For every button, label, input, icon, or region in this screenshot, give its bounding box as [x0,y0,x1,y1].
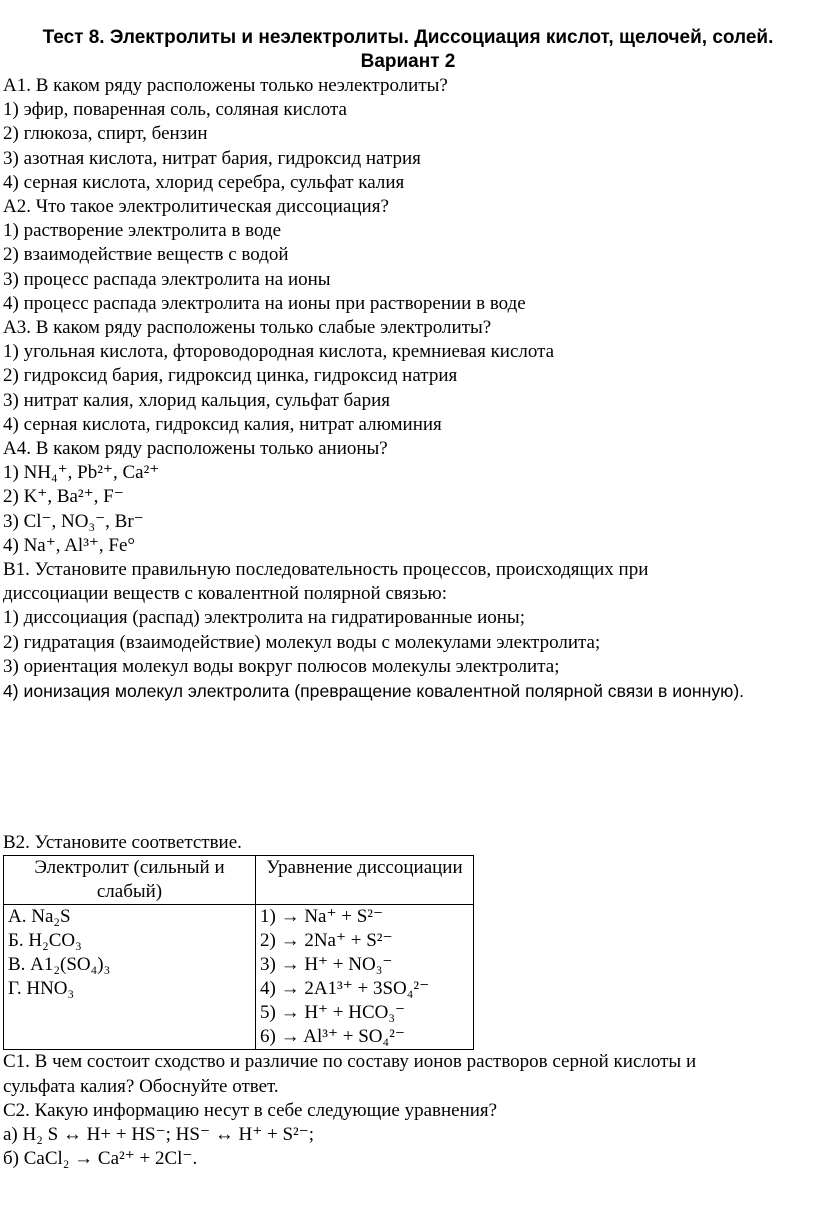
electrolyte-list [4,905,256,1050]
option-a1-3: 3) азотная кислота, нитрат бария, гидроксид натрия [3,147,421,169]
table-row [4,905,474,1050]
option-a2-3: 3) процесс распада электролита на ионы [3,268,331,290]
option-a4-3: 3) Cl⁻, NO₃⁻, Br⁻ [3,510,144,532]
questions-section [0,74,816,703]
question-a3: А3. В каком ряду расположены только слабые электролиты? [3,317,492,339]
option-a2-2: 2) взаимодействие веществ с водой [3,244,289,266]
option-a3-4: 4) серная кислота, гидроксид калия, нитрат алюминия [3,413,442,435]
title-line-2: Вариант 2 [360,51,456,72]
option-a3-1: 1) угольная кислота, фтороводородная кислота, кремниевая кислота [3,341,555,363]
equation-c2-b: б) CaCl₂ → Ca²⁺ + 2Cl⁻. [3,1148,198,1170]
question-b1-line-1: В1. Установите правильную последовательность процессов, происходящих при [3,559,649,581]
electrolyte-a: А. Na₂S [8,906,71,928]
electrolyte-v: В. A1₂(SO₄)₃ [8,954,111,976]
electrolyte-b: Б. H₂CO₃ [8,930,82,952]
column-header-electrolyte: Электролит (сильный и слабый) [4,856,256,905]
question-c2: С2. Какую информацию несут в себе следующие уравнения? [3,1099,498,1121]
equation-6: 6) → Al³⁺ + SO₄²⁻ [260,1026,405,1048]
title-line-1: Тест 8. Электролиты и неэлектролиты. Диссоциация кислот, щелочей, солей. [42,27,774,48]
question-a1: А1. В каком ряду расположены только неэлектролиты? [3,75,448,96]
table-header-row [4,856,474,905]
matching-table [3,855,474,1050]
column-header-equation: Уравнение диссоциации [256,856,474,905]
question-c1-line-2: сульфата калия? Обоснуйте ответ. [3,1075,279,1097]
answer-space [0,703,816,831]
question-b2: В2. Установите соответствие. [3,832,242,854]
option-b1-1: 1) диссоциация (распад) электролита на гидратированные ионы; [3,607,525,629]
option-a2-1: 1) растворение электролита в воде [3,220,282,242]
question-b1-line-2: диссоциации веществ с ковалентной полярной связью: [3,583,448,605]
question-c1-line-1: С1. В чем состоит сходство и различие по составу ионов растворов серной кислоты и [3,1051,697,1073]
option-a1-1: 1) эфир, поваренная соль, соляная кислота [3,99,347,121]
option-a2-4: 4) процесс распада электролита на ионы при растворении в воде [3,292,526,314]
option-a4-1: 1) NH₄⁺, Pb²⁺, Ca²⁺ [3,462,160,484]
option-a4-4: 4) Na⁺, Al³⁺, Fe° [3,534,136,556]
equation-4: 4) → 2A1³⁺ + 3SO₄²⁻ [260,978,430,1000]
option-a4-2: 2) K⁺, Ba²⁺, F⁻ [3,486,124,508]
option-b1-4: 4) ионизация молекул электролита (превращение ковалентной полярной связи в ионную). [3,681,745,702]
electrolyte-g: Г. HNO₃ [8,978,75,1000]
option-b1-3: 3) ориентация молекул воды вокруг полюсов молекулы электролита; [3,655,560,677]
equation-3: 3) → H⁺ + NO₃⁻ [260,954,393,976]
equation-list [256,905,474,1050]
document-title [0,0,816,74]
option-a1-2: 2) глюкоза, спирт, бензин [3,123,208,145]
equation-5: 5) → H⁺ + HCO₃⁻ [260,1002,406,1024]
option-a3-2: 2) гидроксид бария, гидроксид цинка, гидроксид натрия [3,365,458,387]
option-a3-3: 3) нитрат калия, хлорид кальция, сульфат бария [3,389,391,411]
equation-1: 1) → Na⁺ + S²⁻ [260,906,384,928]
c-section [0,1050,816,1171]
option-a1-4: 4) серная кислота, хлорид серебра, сульфат калия [3,171,405,193]
option-b1-2: 2) гидратация (взаимодействие) молекул воды с молекулами электролита; [3,631,601,653]
question-a2: А2. Что такое электролитическая диссоциация? [3,196,389,218]
equation-2: 2) → 2Na⁺ + S²⁻ [260,930,393,952]
equation-c2-a: а) H₂ S ↔ H+ + HS⁻; HS⁻ ↔ H⁺ + S²⁻; [3,1124,315,1146]
question-a4: А4. В каком ряду расположены только анионы? [3,438,388,460]
